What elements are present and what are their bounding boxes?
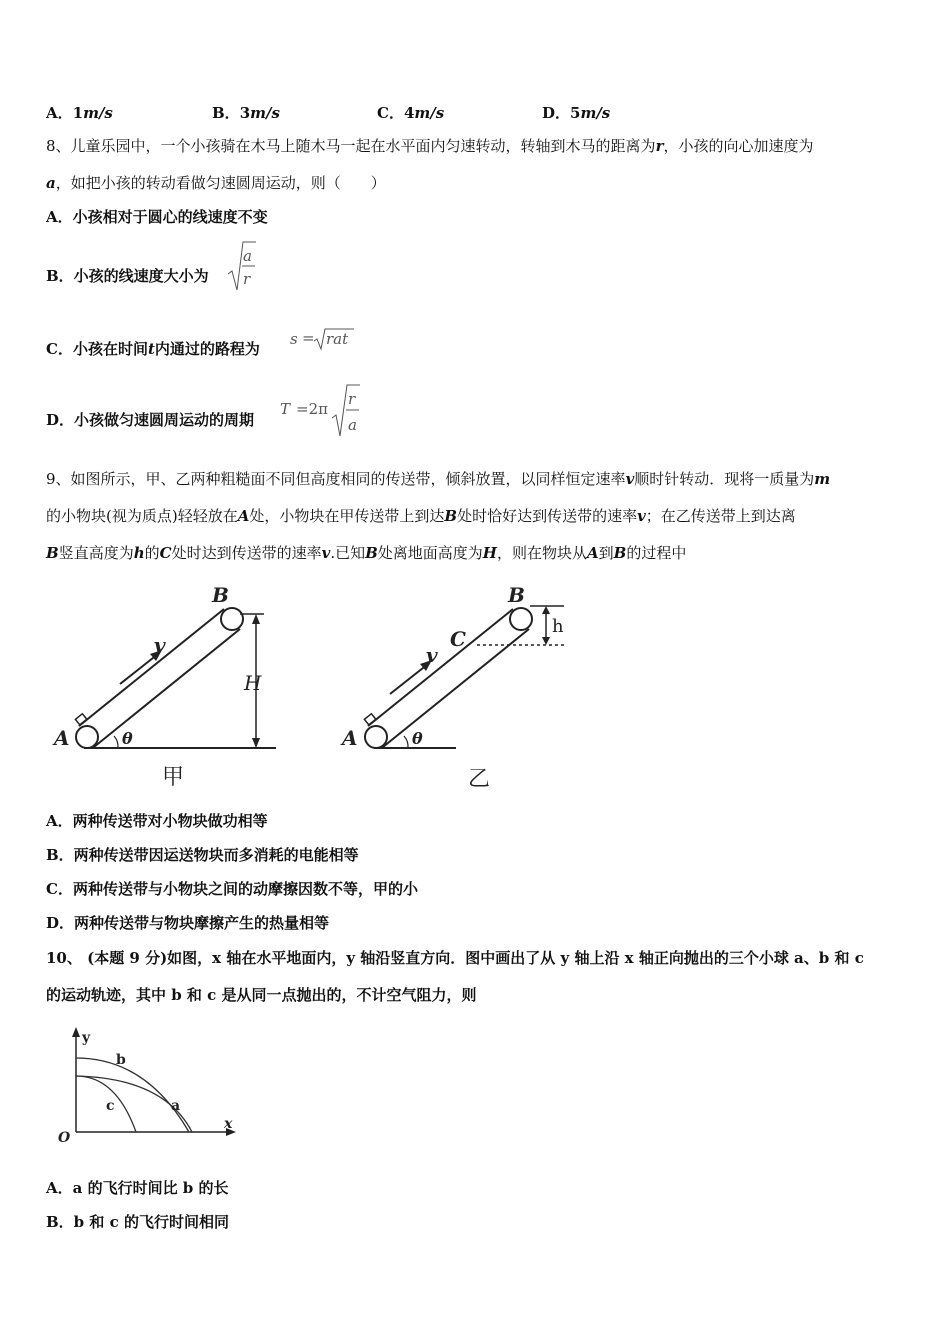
svg-text:=: =	[302, 329, 315, 347]
caption-jia: 甲	[162, 765, 185, 790]
belt-bottom-edge	[94, 629, 240, 747]
q10-trajectory-figure	[56, 1024, 242, 1148]
svg-text:r: r	[243, 270, 251, 288]
belt-top-edge	[368, 609, 513, 726]
q10-stem-line2: 的运动轨迹，其中 b 和 c 是从同一点抛出的，不计空气阻力，则	[46, 986, 477, 1004]
label-theta: θ	[122, 729, 133, 748]
svg-text:s: s	[290, 330, 298, 348]
q9-option-a: A．两种传送带对小物块做功相等	[46, 812, 268, 830]
velocity-arrow	[390, 664, 428, 694]
pulley-a	[76, 726, 98, 748]
angle-arc	[404, 736, 408, 748]
q7-option-b: B．3m/s	[212, 104, 280, 122]
q9-option-c: C．两种传送带与小物块之间的动摩擦因数不等，甲的小	[46, 880, 418, 898]
svg-text:a: a	[348, 416, 357, 434]
pulley-b	[221, 608, 243, 630]
svg-text:rat: rat	[326, 330, 349, 348]
label-v: v	[426, 643, 438, 667]
q9-figure-jia	[50, 580, 290, 795]
q8-option-b: B．小孩的线速度大小为	[46, 267, 209, 285]
pulley-a	[365, 726, 387, 748]
h-arrow-down	[542, 637, 550, 645]
height-arrow-up	[252, 614, 260, 624]
h-arrow-up	[542, 606, 550, 614]
svg-text:=2π: =2π	[296, 400, 328, 418]
label-y: y	[82, 1030, 91, 1046]
label-c: C	[450, 627, 466, 651]
label-h: H	[244, 671, 262, 695]
angle-arc	[114, 736, 118, 748]
q7-option-a: A．1m/s	[46, 104, 113, 122]
label-v: v	[154, 633, 166, 657]
q9-stem-line3: B竖直高度为h的C处时达到传送带的速率v.已知B处离地面高度为H，则在物块从A到B的过程中	[46, 544, 687, 562]
svg-text:r: r	[348, 390, 356, 408]
label-x: x	[224, 1116, 233, 1132]
q8-formula-c	[288, 327, 358, 351]
height-arrow-down	[252, 738, 260, 748]
block	[364, 714, 375, 725]
label-theta: θ	[412, 729, 423, 748]
q7-options	[46, 102, 686, 122]
q8-option-c: C．小孩在时间t内通过的路程为	[46, 340, 260, 358]
svg-text:a: a	[243, 247, 252, 265]
label-b: b	[116, 1052, 126, 1068]
y-axis-arrow	[72, 1027, 80, 1037]
label-b: B	[508, 583, 525, 607]
label-b: B	[212, 583, 229, 607]
q9-figure-yi	[338, 580, 578, 795]
label-a: A	[54, 726, 70, 750]
q8-formula-b	[226, 240, 258, 292]
caption-yi: 乙	[468, 767, 491, 792]
label-a: a	[171, 1098, 181, 1114]
svg-text:T: T	[280, 400, 291, 418]
q7-option-d: D．5m/s	[542, 104, 611, 122]
velocity-arrow	[120, 654, 158, 684]
q9-option-b: B．两种传送带因运送物块而多消耗的电能相等	[46, 846, 359, 864]
q10-option-b: B．b 和 c 的飞行时间相同	[46, 1213, 229, 1231]
label-c: c	[106, 1098, 115, 1114]
curve-a	[76, 1058, 189, 1132]
q8-option-d: D．小孩做匀速圆周运动的周期	[46, 411, 255, 429]
q8-option-a: A．小孩相对于圆心的线速度不变	[46, 208, 268, 226]
label-a: A	[342, 726, 358, 750]
q9-stem-line2: 的小物块(视为质点)轻轻放在A处，小物块在甲传送带上到达B处时恰好达到传送带的速率v；在乙传送带上到达离	[46, 507, 796, 525]
q8-formula-d	[278, 382, 362, 438]
q10-option-a: A．a 的飞行时间比 b 的长	[46, 1179, 229, 1197]
pulley-b	[510, 608, 532, 630]
q9-option-d: D．两种传送带与物块摩擦产生的热量相等	[46, 914, 330, 932]
q8-stem-line1: 8、儿童乐园中，一个小孩骑在木马上随木马一起在水平面内匀速转动，转轴到木马的距离为r，小孩的向心加速度为	[46, 137, 814, 155]
label-o: O	[58, 1130, 71, 1146]
label-h: h	[552, 616, 564, 637]
q7-option-c: C．4m/s	[377, 104, 445, 122]
block	[75, 714, 86, 725]
q8-stem-line2: a，如把小孩的转动看做匀速圆周运动，则（ ）	[46, 174, 386, 192]
q10-stem-line1: 10、 (本题 9 分)如图，x 轴在水平地面内，y 轴沿竖直方向．图中画出了从 y 轴上沿 x 轴正向抛出的三个小球 a、b 和 c	[46, 949, 864, 967]
q9-stem-line1: 9、如图所示，甲、乙两种粗糙面不同但高度相同的传送带，倾斜放置，以同样恒定速率v顺时针转动．现将一质量为m	[46, 470, 831, 488]
belt-top-edge	[79, 609, 224, 726]
